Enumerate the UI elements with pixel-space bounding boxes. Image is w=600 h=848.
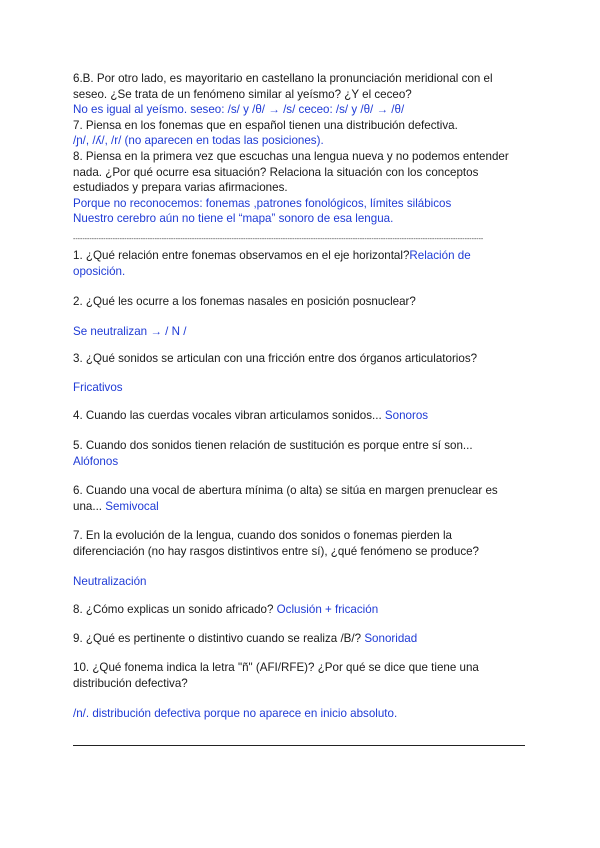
- q5-text: 5. Cuando dos sonidos tienen relación de sustitución es porque entre sí son...: [73, 439, 473, 452]
- q1-text: 1. ¿Qué relación entre fonemas observamos en el eje horizontal?: [73, 249, 410, 262]
- q8-line2: nada. ¿Por qué ocurre esa situación? Relaciona la situación con los conceptos: [73, 165, 479, 179]
- answer-7-top: /ɲ/, /ʎ/, /r/ (no aparecen en todas las posiciones).: [73, 134, 324, 148]
- quiz-question-8: [73, 602, 533, 618]
- quiz-question-5: [73, 438, 533, 469]
- quiz-question-10: [73, 660, 533, 691]
- q8-line1: 8. Piensa en la primera vez que escuchas una lengua nueva y no podemos entender: [73, 149, 509, 163]
- a4: Sonoros: [384, 409, 429, 422]
- q4-text: 4. Cuando las cuerdas vocales vibran articulamos sonidos...: [73, 409, 385, 422]
- q8-line3: estudiados y prepara varias afirmaciones.: [73, 181, 288, 195]
- q8-text: 8. ¿Cómo explicas un sonido africado?: [73, 603, 277, 616]
- a9: Sonoridad: [364, 632, 418, 645]
- question-6b: [73, 71, 533, 227]
- q10-line1: 10. ¿Qué fonema indica la letra "ñ" (AFI/RFE)? ¿Por qué se dice que tiene una: [73, 661, 479, 674]
- quiz-question-6: [73, 483, 533, 514]
- quiz-question-7: [73, 528, 533, 559]
- quiz-question-4: [73, 408, 533, 424]
- quiz-question-9: [73, 631, 533, 647]
- a6: Semivocal: [105, 499, 159, 513]
- q10-line2: distribución defectiva?: [73, 676, 188, 690]
- q6b-line2: seseo. ¿Se trata de un fenómeno similar al yeísmo? ¿Y el ceceo?: [73, 87, 412, 101]
- q6-line2: una...: [73, 499, 106, 513]
- answer-6b: No es igual al yeísmo. seseo: /s/ y /θ/ → /s/ ceceo: /s/ y /θ/ → /θ/: [73, 103, 405, 117]
- quiz-answer-2: Se neutralizan → / N /: [73, 325, 187, 338]
- answer-8-line2: Nuestro cerebro aún no tiene el “mapa” sonoro de esa lengua.: [73, 212, 394, 226]
- quiz-answer-10: /n/. distribución defectiva porque no aparece en inicio absoluto.: [73, 707, 398, 720]
- q6b-line1: 6.B. Por otro lado, es mayoritario en castellano la pronunciación meridional con el: [73, 72, 493, 85]
- quiz-question-3: 3. ¿Qué sonidos se articulan con una fricción entre dos órganos articulatorios?: [73, 352, 478, 365]
- q9-text: 9. ¿Qué es pertinente o distintivo cuando se realiza /B/?: [73, 632, 365, 645]
- question-7-top: 7. Piensa en los fonemas que en español tienen una distribución defectiva.: [73, 118, 458, 132]
- q7-line2: diferenciación (no hay rasgos distintivos entre sí), ¿qué fenómeno se produce?: [73, 544, 480, 558]
- dashed-separator: --------------------------------------------------------------------------------------------------------------------------------------------------------------------------------: [73, 238, 484, 242]
- answer-8-line1: Porque no reconocemos: fonemas ,patrones fonológicos, límites silábicos: [73, 196, 452, 210]
- a5: Alófonos: [73, 454, 119, 468]
- a8: Oclusión + fricación: [276, 603, 379, 616]
- quiz-question-1: [73, 248, 533, 279]
- bottom-separator: [73, 745, 525, 746]
- a1-part2: oposición.: [73, 264, 126, 278]
- quiz-question-2: 2. ¿Qué les ocurre a los fonemas nasales en posición posnuclear?: [73, 295, 416, 308]
- quiz-answer-3: Fricativos: [73, 381, 123, 394]
- q7-line1: 7. En la evolución de la lengua, cuando dos sonidos o fonemas pierden la: [73, 529, 452, 542]
- q6-line1: 6. Cuando una vocal de abertura mínima (o alta) se sitúa en margen prenuclear es: [73, 484, 498, 497]
- quiz-answer-7: Neutralización: [73, 575, 147, 588]
- a1-part1: Relación de: [409, 249, 471, 262]
